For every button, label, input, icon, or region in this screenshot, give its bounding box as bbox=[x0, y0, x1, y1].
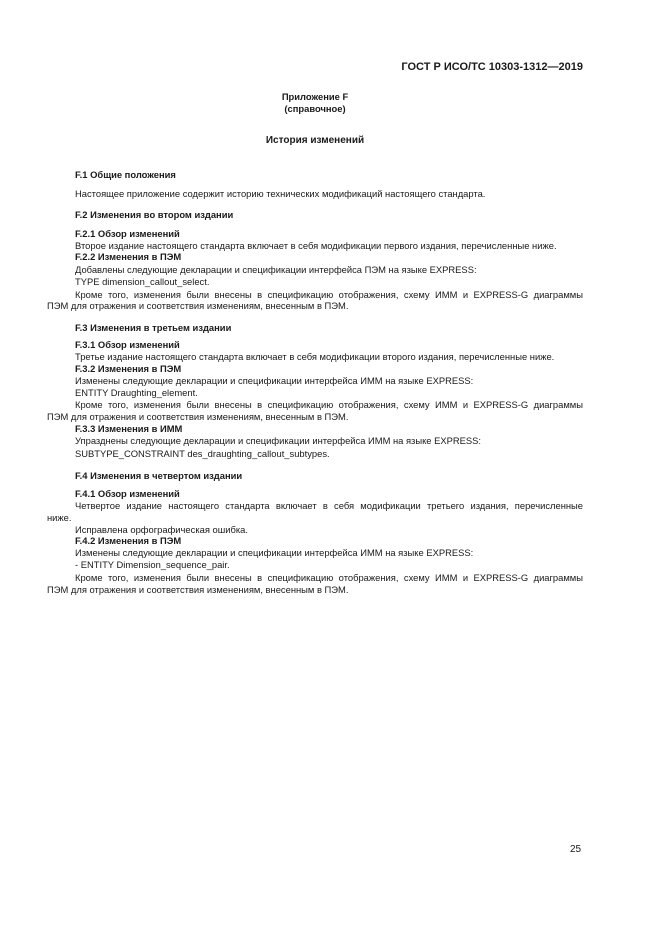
section-heading-f2: F.2 Изменения во втором издании bbox=[75, 209, 234, 220]
appendix-subtitle: (справочное) bbox=[284, 103, 346, 114]
paragraph: Кроме того, изменения были внесены в спецификацию отображения, схему ИММ и EXPRESS-G диаграммы bbox=[75, 399, 583, 410]
document-code: ГОСТ Р ИСО/ТС 10303-1312—2019 bbox=[401, 61, 583, 73]
section-heading-f3: F.3 Изменения в третьем издании bbox=[75, 322, 232, 333]
subsection-heading-f3-2: F.3.2 Изменения в ПЭМ bbox=[75, 363, 182, 374]
main-title: История изменений bbox=[265, 135, 365, 146]
paragraph: Кроме того, изменения были внесены в спецификацию отображения, схему ИММ и EXPRESS-G диаграммы bbox=[75, 289, 583, 300]
paragraph: Кроме того, изменения были внесены в спецификацию отображения, схему ИММ и EXPRESS-G диаграммы bbox=[75, 572, 583, 583]
paragraph: - ENTITY Dimension_sequence_pair. bbox=[75, 559, 230, 570]
paragraph: ниже. bbox=[47, 512, 72, 523]
paragraph: ПЭМ для отражения и соответствия изменениям, внесенным в ПЭМ. bbox=[47, 300, 349, 311]
paragraph: TYPE dimension_callout_select. bbox=[75, 276, 210, 287]
paragraph: SUBTYPE_CONSTRAINT des_draughting_callout_subtypes. bbox=[75, 448, 330, 459]
section-heading-f1: F.1 Общие положения bbox=[75, 169, 176, 180]
paragraph: Четвертое издание настоящего стандарта включает в себя модификации третьего издания, перечисленные bbox=[75, 500, 583, 511]
page-number: 25 bbox=[570, 844, 582, 855]
subsection-heading-f4-1: F.4.1 Обзор изменений bbox=[75, 488, 180, 499]
paragraph: Изменены следующие декларации и спецификации интерфейса ИММ на языке EXPRESS: bbox=[75, 375, 474, 386]
paragraph: Второе издание настоящего стандарта включает в себя модификации первого издания, перечисленные ниже. bbox=[75, 240, 557, 251]
paragraph: Добавлены следующие декларации и спецификации интерфейса ПЭМ на языке EXPRESS: bbox=[75, 264, 477, 275]
paragraph: ПЭМ для отражения и соответствия изменениям, внесенным в ПЭМ. bbox=[47, 411, 349, 422]
paragraph: ENTITY Draughting_element. bbox=[75, 387, 198, 398]
subsection-heading-f2-1: F.2.1 Обзор изменений bbox=[75, 228, 180, 239]
subsection-heading-f3-3: F.3.3 Изменения в ИММ bbox=[75, 423, 183, 434]
subsection-heading-f4-2: F.4.2 Изменения в ПЭМ bbox=[75, 535, 182, 546]
subsection-heading-f2-2: F.2.2 Изменения в ПЭМ bbox=[75, 251, 182, 262]
paragraph: Третье издание настоящего стандарта включает в себя модификации второго издания, перечисленные ниже. bbox=[75, 351, 555, 362]
paragraph: ПЭМ для отражения и соответствия изменениям, внесенным в ПЭМ. bbox=[47, 584, 349, 595]
section-heading-f4: F.4 Изменения в четвертом издании bbox=[75, 470, 243, 481]
paragraph: Изменены следующие декларации и спецификации интерфейса ИММ на языке EXPRESS: bbox=[75, 547, 474, 558]
paragraph: Настоящее приложение содержит историю технических модификаций настоящего стандарта. bbox=[75, 188, 486, 199]
paragraph: Исправлена орфографическая ошибка. bbox=[75, 524, 248, 535]
subsection-heading-f3-1: F.3.1 Обзор изменений bbox=[75, 339, 180, 350]
paragraph: Упразднены следующие декларации и спецификации интерфейса ИММ на языке EXPRESS: bbox=[75, 435, 482, 446]
appendix-title: Приложение F bbox=[281, 91, 349, 102]
